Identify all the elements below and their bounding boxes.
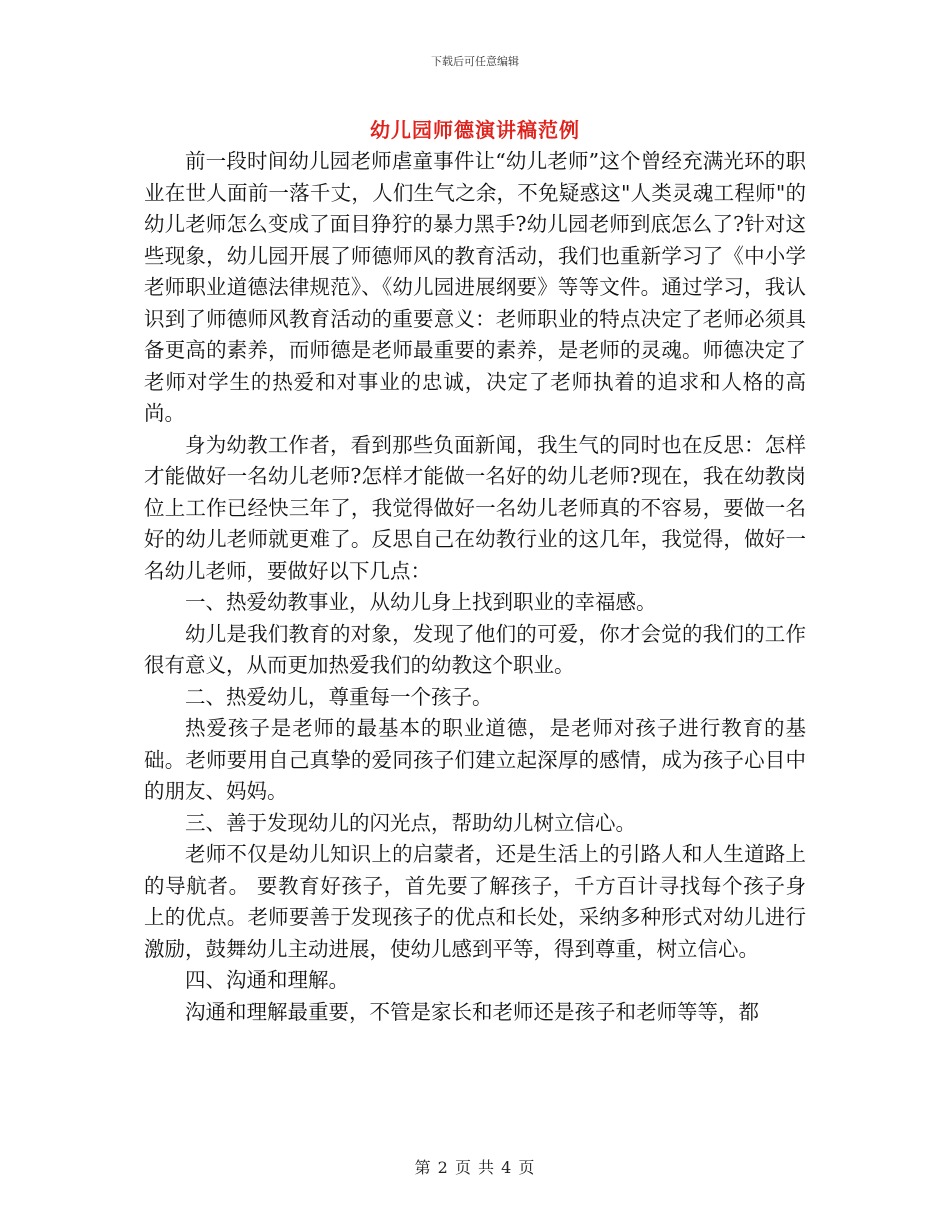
paragraph: 身为幼教工作者，看到那些负面新闻，我生气的同时也在反思：怎样才能做好一名幼儿老师?怎样才能做一名好的幼儿老师?现在，我在幼教岗位上工作已经快三年了，我觉得做好一名幼儿老师真的不容易，要做一名好的幼儿老师就更难了。反思自己在幼教行业的这几年，我觉得，做好一名幼儿老师，要做好以下几点： <box>144 432 806 583</box>
page-footer: 第 2 页 共 4 页 <box>414 1158 536 1177</box>
paragraph: 幼儿是我们教育的对象，发现了他们的可爱，你才会觉的我们的工作很有意义，从而更加热爱我们的幼教这个职业。 <box>144 621 806 677</box>
section-heading: 三、善于发现幼儿的闪光点，帮助幼儿树立信心。 <box>185 810 636 835</box>
section-heading: 二、热爱幼儿，尊重每一个孩子。 <box>185 684 493 709</box>
paragraph: 热爱孩子是老师的最基本的职业道德，是老师对孩子进行教育的基础。老师要用自己真挚的爱同孩子们建立起深厚的感情，成为孩子心目中的朋友、妈妈。 <box>144 716 806 803</box>
section-heading: 一、热爱幼教事业，从幼儿身上找到职业的幸福感。 <box>185 590 657 614</box>
document-body <box>144 146 806 1028</box>
paragraph: 老师不仅是幼儿知识上的启蒙者，还是生活上的引路人和人生道路上的导航者。 要教育好孩子，首先要了解孩子，千方百计寻找每个孩子身上的优点。老师要善于发现孩子的优点和长处，采纳多种形式对幼儿进行激励，鼓舞幼儿主动进展，使幼儿感到平等，得到尊重，树立信心。 <box>144 842 806 961</box>
paragraph: 沟通和理解最重要，不管是家长和老师还是孩子和老师等等，都 <box>185 999 759 1024</box>
paragraph: 前一段时间幼儿园老师虐童事件让“幼儿老师”这个曾经充满光环的职业在世人面前一落千丈，人们生气之余，不免疑惑这"人类灵魂工程师"的幼儿老师怎么变成了面目狰狞的暴力黑手?幼儿园老师到底怎么了?针对这些现象，幼儿园开展了师德师风的教育活动，我们也重新学习了《中小学老师职业道德法律规范》、《幼儿园进展纲要》等等文件。通过学习，我认识到了师德师风教育活动的重要意义：老师职业的特点决定了老师必须具备更高的素养，而师德是老师最重要的素养，是老师的灵魂。师德决定了老师对学生的热爱和对事业的忠诚，决定了老师执着的追求和人格的高尚。 <box>144 149 806 425</box>
section-heading: 四、沟通和理解。 <box>185 968 349 992</box>
document-title: 幼儿园师德演讲稿范例 <box>370 118 580 142</box>
header-note: 下载后可任意编辑 <box>431 55 519 68</box>
